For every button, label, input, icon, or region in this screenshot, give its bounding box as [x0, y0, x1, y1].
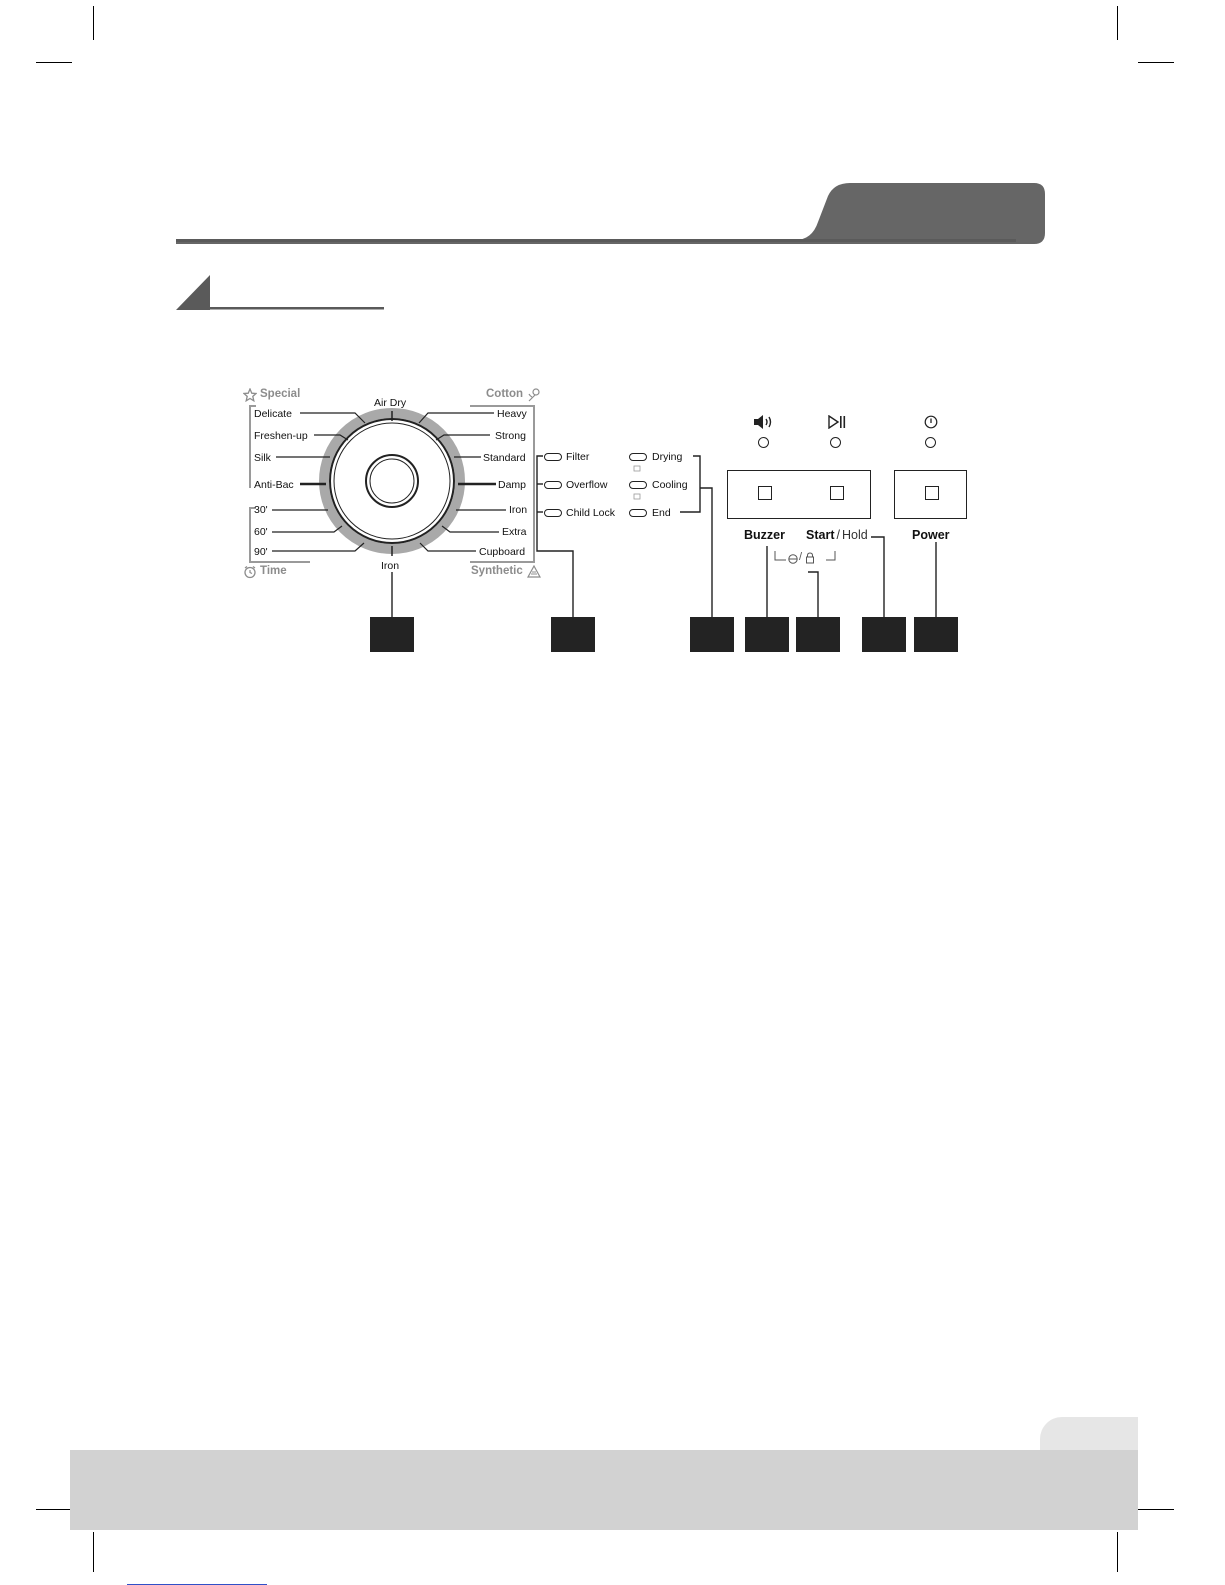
power-icon: [924, 415, 938, 429]
program-label[interactable]: 90': [254, 546, 268, 558]
callout-box: [690, 617, 734, 652]
program-label[interactable]: Strong: [495, 430, 526, 442]
star-icon: [243, 388, 257, 402]
clock-icon: [243, 565, 257, 579]
buzzer-button[interactable]: [758, 486, 772, 500]
play-pause-icon: [828, 415, 846, 429]
warning-led: [544, 453, 562, 461]
callout-box: [914, 617, 958, 652]
stage-label: Drying: [652, 451, 683, 463]
callout-box: [745, 617, 789, 652]
warning-led: [544, 481, 562, 489]
stage-label: Cooling: [652, 479, 688, 491]
callout-box: [862, 617, 906, 652]
callout-box: [796, 617, 840, 652]
power-button[interactable]: [925, 486, 939, 500]
program-label[interactable]: Iron: [509, 504, 528, 516]
start-hold-separator: /: [836, 528, 840, 542]
speaker-icon: [753, 414, 775, 430]
callout-box: [370, 617, 414, 652]
synthetic-icon: [527, 565, 541, 579]
stage-led: [629, 453, 647, 461]
program-label[interactable]: Anti-Bac: [254, 479, 294, 491]
start-hold-button[interactable]: [830, 486, 844, 500]
category-time: Time: [260, 565, 287, 577]
category-special: Special: [260, 388, 301, 400]
warning-label: Filter: [566, 451, 590, 463]
program-label[interactable]: Standard: [483, 452, 526, 464]
button-housing: [727, 470, 871, 519]
crop-mark: [93, 1532, 94, 1572]
hold-label: Hold: [841, 528, 868, 542]
crop-mark: [36, 1509, 72, 1510]
category-cotton: Cotton: [486, 388, 524, 400]
program-label[interactable]: 60': [254, 526, 268, 538]
start-hold-label: [806, 528, 868, 542]
program-label[interactable]: 30': [254, 504, 268, 516]
buzzer-led: [758, 437, 769, 448]
dial-bottom-label: Iron: [381, 560, 400, 572]
stage-label: End: [652, 507, 671, 519]
cotton-flower-icon: [527, 388, 541, 402]
crop-mark: [1117, 1532, 1118, 1572]
footer-band: [70, 1450, 1138, 1530]
warning-label: Child Lock: [566, 507, 616, 519]
lock-separator: /: [799, 551, 803, 563]
stage-led: [629, 509, 647, 517]
lock-icon: [787, 553, 799, 564]
start-led: [830, 437, 841, 448]
program-label[interactable]: Heavy: [497, 408, 527, 420]
program-label[interactable]: Delicate: [254, 408, 292, 420]
program-label[interactable]: Cupboard: [479, 546, 526, 558]
program-label[interactable]: Silk: [254, 452, 271, 464]
program-label[interactable]: Extra: [502, 526, 527, 538]
power-led: [925, 437, 936, 448]
power-label: Power: [912, 528, 950, 542]
program-label[interactable]: Damp: [498, 479, 527, 491]
start-label: Start: [806, 528, 835, 542]
stage-led: [629, 481, 647, 489]
program-label[interactable]: Freshen-up: [254, 430, 308, 442]
warning-led: [544, 509, 562, 517]
callout-box: [551, 617, 595, 652]
dial-top-label: Air Dry: [374, 397, 407, 409]
lock-icon: [805, 552, 815, 564]
control-panel: [0, 0, 1225, 700]
crop-mark: [1138, 1509, 1174, 1510]
program-dial[interactable]: [0, 0, 1225, 700]
category-synthetic: Synthetic: [471, 565, 523, 577]
warning-label: Overflow: [566, 479, 608, 491]
buzzer-label: Buzzer: [744, 528, 785, 542]
